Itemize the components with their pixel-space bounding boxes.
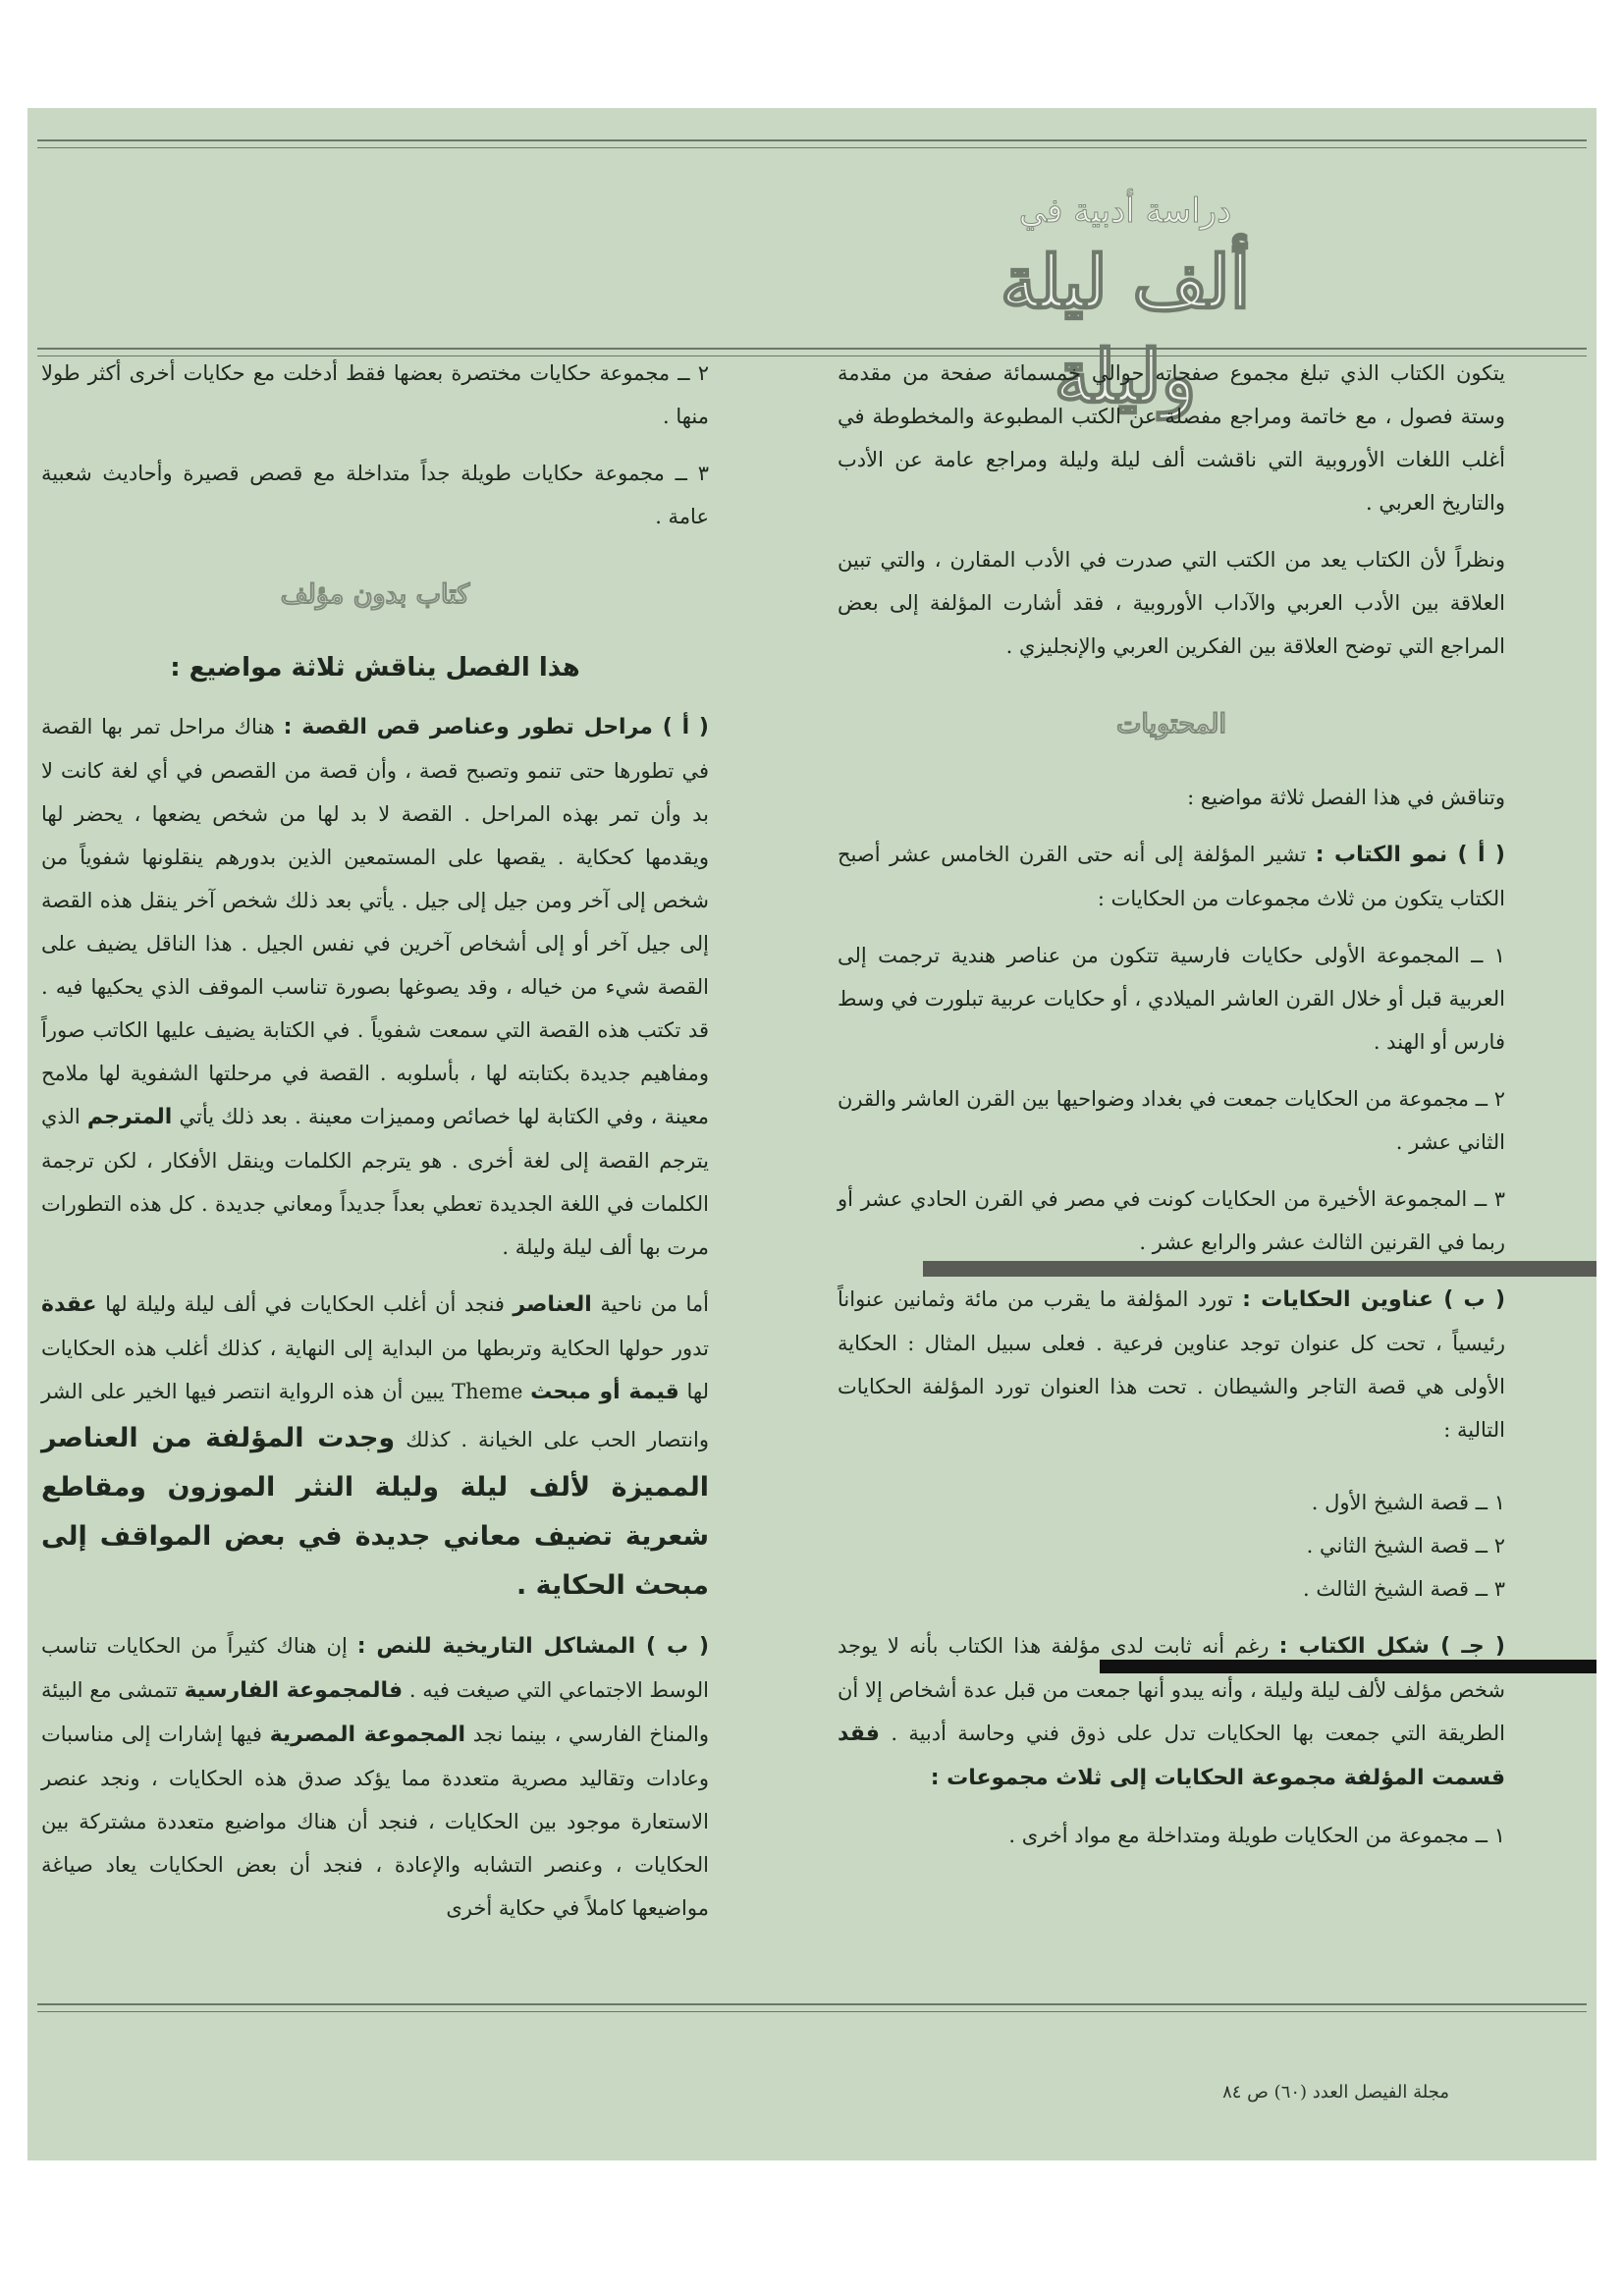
persian-group: فالمجموعة الفارسية — [184, 1678, 404, 1703]
top-rule — [37, 139, 1587, 141]
group-cont-3: ٣ ــ مجموعة حكايات طويلة جداً متداخلة مع قصص قصيرة وأحاديث شعبية عامة . — [41, 462, 709, 528]
stages-text-2: الذي يترجم القصة إلى لغة أخرى . هو يترجم الكلمات وينقل الأفكار ، لكن ترجمة الكلمات في اللغة الجديدة تعطي بعداً جديداً ومعاني جديدة . كل هذه التطورات مرت بها ألف ليلة وليلة . — [41, 1105, 709, 1259]
topic-c-label: ( جـ ) شكل الكتاب : — [1278, 1634, 1505, 1659]
intro-paragraph-1: يتكون الكتاب الذي تبلغ مجموع صفحاته حوالي خمسمائة صفحة من مقدمة وستة فصول ، مع خاتمة ومراجع مفصلة عن الكتب المطبوعة والمخطوطة في أغلب اللغات الأوروبية التي ناقشت ألف ليلة وليلة ومراجع عامة عن الأدب والتاريخ العربي . — [838, 361, 1505, 515]
elements-text-1: أما من ناحية — [600, 1292, 709, 1316]
translator-word: المترجم — [86, 1105, 173, 1129]
scan-artifact-band — [923, 1261, 1596, 1277]
intro-paragraph-2: ونظراً لأن الكتاب يعد من الكتب التي صدرت في الأدب المقارن ، والتي تبين العلاقة بين الأدب العربي والآداب الأوروبية ، فقد أشارت المؤلفة إلى بعض المراجع التي توضح العلاقة بين الفكرين العربي والإنجليزي . — [838, 548, 1505, 658]
elements-text-4: يبين أن هذه الرواية انتصر فيها الخير على الشر وانتصار الحب على الخيانة . كذلك — [41, 1380, 709, 1451]
header-rule — [37, 348, 1587, 350]
masthead — [919, 187, 1331, 419]
topic-a-paragraph — [838, 833, 1505, 920]
group-cont-2: ٢ ــ مجموعة حكايات مختصرة بعضها فقط أدخلت مع حكايات أخرى أكثر طولا منها . — [41, 361, 709, 428]
topic-c-paragraph — [838, 1624, 1505, 1800]
right-column — [838, 352, 1505, 2139]
sub-tale-1: ١ ــ قصة الشيخ الأول . — [1311, 1491, 1505, 1514]
sub-tales-list — [838, 1481, 1505, 1611]
section-intro: وتناقش في هذا الفصل ثلاثة مواضيع : — [1187, 786, 1505, 809]
masthead-subtitle: دراسة أدبية في — [1018, 191, 1232, 231]
topic-c-group-1: ١ ــ مجموعة من الحكايات طويلة ومتداخلة مع مواد أخرى . — [1008, 1824, 1505, 1847]
history-text-2: تتمشى مع البيئة والمناخ الفارسي ، بينما نجد — [41, 1678, 710, 1746]
stages-label: ( أ ) مراحل تطور وعناصر قص القصة : — [283, 715, 709, 739]
elements-text-2: فنجد أن أغلب الحكايات في ألف ليلة وليلة لها — [105, 1292, 505, 1316]
topic-a-text: تشير المؤلفة إلى أنه حتى القرن الخامس عشر أصبح الكتاب يتكون من ثلاث مجموعات من الحكايات : — [838, 843, 1505, 910]
stages-paragraph — [41, 705, 709, 1269]
group-2: ٢ ــ مجموعة من الحكايات جمعت في بغداد وضواحيها بين القرن العاشر والقرن الثاني عشر . — [838, 1087, 1505, 1154]
elements-paragraph — [41, 1283, 709, 1611]
group-1: ١ ــ المجموعة الأولى حكايات فارسية تتكون من عناصر هندية ترجمت إلى العربية قبل أو خلال القرن العاشر الميلادي ، أو حكايات عربية تبلورت في وسط فارس أو الهند . — [838, 944, 1505, 1054]
plot-word: عقدة — [41, 1292, 97, 1317]
elements-word: العناصر — [513, 1292, 592, 1317]
history-text: إن هناك كثيراً من الحكايات تناسب الوسط الاجتماعي التي صيغت فيه . — [41, 1634, 709, 1702]
theme-word: قيمة أو مبحث — [530, 1380, 679, 1404]
theme-english: Theme — [452, 1380, 523, 1403]
sub-tale-3: ٣ ــ قصة الشيخ الثالث . — [1303, 1577, 1505, 1601]
scan-artifact-band-dark — [1100, 1660, 1596, 1673]
top-rule-thin — [37, 147, 1587, 148]
history-paragraph — [41, 1624, 709, 1930]
topic-a-label: ( أ ) نمو الكتاب : — [1315, 843, 1505, 867]
sub-tale-2: ٢ ــ قصة الشيخ الثاني . — [1306, 1534, 1505, 1558]
chapter-heading: هذا الفصل يناقش ثلاثة مواضيع : — [170, 653, 580, 683]
topic-b-paragraph — [838, 1278, 1505, 1451]
stages-text: هناك مراحل تمر بها القصة في تطورها حتى تنمو وتصبح قصة ، وأن قصة من القصص في أي لغة كانت لا بد وأن تمر بهذه المراحل . القصة لا بد لها من شخص يضعها ، يحضر لها ويقدمها كحكاية . يقصها على المستمعين الذين بدورهم ينقلونها شفوياً من شخص إلى آخر ومن جيل إلى جيل . يأتي بعد ذلك شخص آخر ينقل هذه القصة إلى جيل آخر أو إلى أشخاص آخرين في نفس الجيل . هذا الناقل يضيف على القصة شيء من خياله ، وقد يصوغها بصورة تناسب الموقف الذي يحكيها فيه . قد تكتب هذه القصة التي سمعت شفوياً . في الكتابة يضيف عليها الكاتب صوراً ومفاهيم جديدة بكتابته لها ، بأسلوبه . القصة في مرحلتها الشفوية لها ملامح معينة ، وفي الكتابة لها خصائص ومميزات معينة . بعد ذلك يأتي — [41, 715, 709, 1128]
page-footer: مجلة الفيصل العدد (٦٠) ص ٨٤ — [1222, 2082, 1449, 2103]
topic-b-text: تورد المؤلفة ما يقرب من مائة وثمانين عنواناً رئيسياً ، تحت كل عنوان توجد عناوين فرعية . فعلى سبيل المثال : الحكاية الأولى هي قصة التاجر والشيطان . تحت هذا العنوان تورد المؤلفة الحكايات التالية : — [838, 1287, 1505, 1442]
group-3: ٣ ــ المجموعة الأخيرة من الحكايات كونت في مصر في القرن الحادي عشر أو ربما في القرنين الثالث عشر والرابع عشر . — [838, 1187, 1505, 1254]
topic-b-label: ( ب ) عناوين الحكايات : — [1242, 1287, 1506, 1312]
section-title-contents: المحتويات — [1115, 709, 1227, 739]
masthead-title: ألف ليلة وليلة — [1000, 241, 1251, 419]
history-text-3: فيها إشارات إلى مناسبات وعادات وتقاليد مصرية متعددة مما يؤكد صدق هذه الحكايات ، ونجد عنصر الاستعارة موجود بين الحكايات ، فنجد أن هناك مواضيع متعددة مشتركة بين الحكايات ، وعنصر التشابه والإعادة ، فنجد أن بعض الحكايات يعاد صياغة مواضيعها كاملاً في حكاية أخرى — [41, 1722, 710, 1920]
elements-emphasis: وجدت المؤلفة من العناصر المميزة لألف ليلة وليلة النثر الموزون ومقاطع شعرية تضيف معاني جديدة في بعض المواقف إلى مبحث الحكاية . — [41, 1423, 709, 1601]
history-label: ( ب ) المشاكل التاريخية للنص : — [356, 1634, 709, 1659]
topic-c-text: رغم أنه ثابت لدى مؤلفة هذا الكتاب بأنه لا يوجد شخص مؤلف لألف ليلة وليلة ، وأنه يبدو أنها جمعت من قبل عدة أشخاص إلا أن الطريقة التي جمعت بها الحكايات تدل على ذوق فني وحاسة أدبية . — [838, 1634, 1505, 1745]
topic-c-bold: فقد قسمت المؤلفة مجموعة الحكايات إلى ثلاث مجموعات : — [838, 1722, 1505, 1790]
elements-text-3: تدور حولها الحكاية وتربطها من البداية إلى النهاية ، كذلك أغلب هذه الحكايات لها — [41, 1337, 709, 1403]
egyptian-group: المجموعة المصرية — [269, 1722, 466, 1747]
left-column — [41, 352, 709, 2139]
section-title-no-author: كتاب بدون مؤلف — [280, 579, 470, 610]
